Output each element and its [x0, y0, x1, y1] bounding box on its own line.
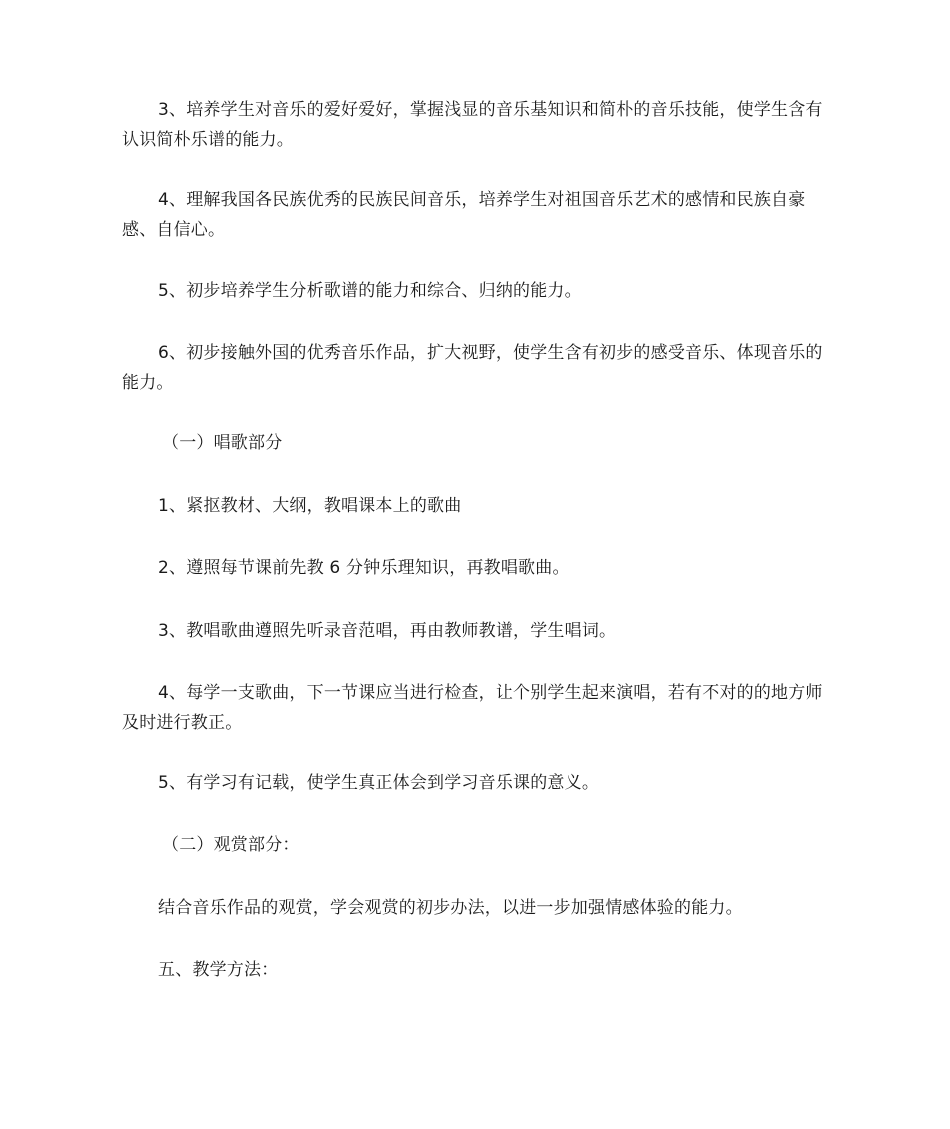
paragraph-singing-2: 2、遵照每节课前先教 6 分钟乐理知识，再教唱歌曲。 [158, 558, 570, 578]
paragraph-singing-4: 4、每学一支歌曲，下一节课应当进行检查，让个别学生起来演唱，若有不对的的地方师及时进行教正。 [122, 683, 823, 733]
paragraph-appreciation: 结合音乐作品的观赏，学会观赏的初步办法，以进一步加强情感体验的能力。 [158, 898, 743, 918]
section-heading-teaching-methods: 五、教学方法： [158, 960, 279, 980]
paragraph-singing-5: 5、有学习有记载，使学生真正体会到学习音乐课的意义。 [158, 773, 600, 793]
paragraph-goal-3: 3、培养学生对音乐的爱好爱好，掌握浅显的音乐基知识和简朴的音乐技能，使学生含有认识简朴乐谱的能力。 [122, 100, 823, 150]
section-heading-singing: （一）唱歌部分 [162, 433, 283, 453]
paragraph-goal-4: 4、理解我国各民族优秀的民族民间音乐，培养学生对祖国音乐艺术的感情和民族自豪感、自信心。 [122, 190, 806, 240]
paragraph-goal-5: 5、初步培养学生分析歌谱的能力和综合、归纳的能力。 [158, 281, 582, 301]
paragraph-singing-3: 3、教唱歌曲遵照先听录音范唱，再由教师教谱，学生唱词。 [158, 621, 617, 641]
paragraph-goal-6: 6、初步接触外国的优秀音乐作品，扩大视野，使学生含有初步的感受音乐、体现音乐的能力。 [122, 343, 823, 393]
section-heading-appreciation: （二）观赏部分： [162, 835, 300, 855]
paragraph-singing-1: 1、紧抠教材、大纲，教唱课本上的歌曲 [158, 496, 462, 516]
